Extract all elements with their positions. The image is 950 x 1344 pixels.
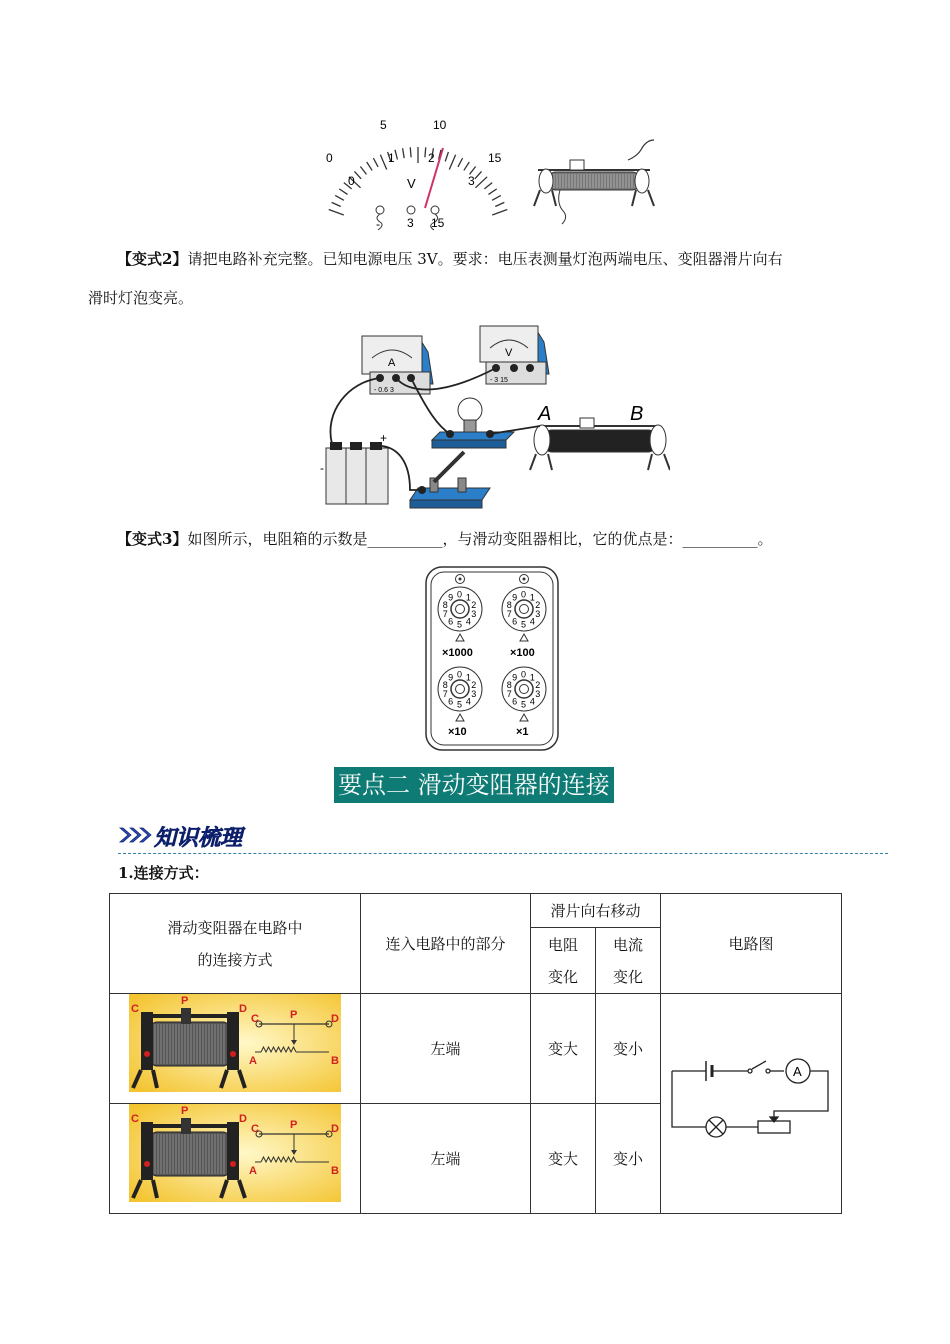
svg-text:2: 2 — [535, 679, 541, 690]
header-connection-line2: 的连接方式 — [197, 950, 273, 969]
header-connection-method — [110, 894, 361, 994]
q2-line1 — [117, 248, 783, 270]
schem-label-p: P — [290, 1119, 298, 1131]
ammeter-device — [362, 336, 433, 394]
svg-text:2: 2 — [471, 599, 477, 610]
svg-text:0: 0 — [457, 589, 463, 600]
header-resistance-change — [531, 928, 596, 994]
schem-label-c: C — [251, 1013, 259, 1025]
item1-title: 1.连接方式： — [118, 864, 209, 882]
header-resistance-line2: 变化 — [547, 967, 578, 986]
svg-text:0: 0 — [457, 669, 463, 680]
q3-line — [117, 528, 772, 550]
svg-text:0: 0 — [521, 589, 527, 600]
photo-label-p: P — [181, 1105, 189, 1117]
svg-text:6: 6 — [512, 696, 518, 707]
battery-minus: - — [320, 461, 324, 475]
voltmeter-dial-figure — [318, 112, 518, 234]
svg-text:1: 1 — [529, 672, 535, 683]
rheostat-device — [530, 403, 670, 470]
svg-text:6: 6 — [448, 616, 454, 627]
schem-label-a: A — [249, 1165, 257, 1177]
rheostat-sketch — [530, 138, 665, 226]
schem-label-b: B — [331, 1055, 339, 1067]
voltmeter-device — [480, 326, 549, 384]
photo-label-d: D — [239, 1113, 247, 1125]
table-row — [110, 994, 842, 1104]
part-cell: 左端 — [361, 994, 531, 1104]
header-current-line2: 变化 — [613, 967, 644, 986]
resistance-box — [424, 565, 560, 752]
svg-text:8: 8 — [442, 599, 448, 610]
banner-divider — [118, 853, 888, 854]
voltmeter-terminals: - 3 15 — [490, 377, 508, 384]
current-cell: 变小 — [596, 994, 661, 1104]
svg-text:4: 4 — [529, 616, 535, 627]
ammeter-label: A — [388, 357, 396, 369]
svg-text:9: 9 — [448, 672, 454, 683]
header-current-change — [596, 928, 661, 994]
svg-text:5: 5 — [521, 699, 527, 710]
svg-text:2: 2 — [535, 599, 541, 610]
header-connection-line1: 滑动变阻器在电路中 — [167, 918, 303, 937]
switch-device — [410, 452, 490, 508]
rheostat-photo-cell — [110, 994, 361, 1104]
schem-label-b: B — [331, 1165, 339, 1177]
dial-bottom-3: 3 — [468, 174, 475, 188]
svg-text:0: 0 — [521, 669, 527, 680]
schem-label-a: A — [249, 1055, 257, 1067]
svg-text:3: 3 — [471, 609, 477, 620]
terminal-3: 3 — [407, 216, 414, 230]
photo-label-d: D — [239, 1003, 247, 1015]
battery-device — [320, 431, 388, 504]
q2-text-1: 请把电路补充完整。已知电源电压 3V。要求：电压表测量灯泡两端电压、变阻器滑片向右 — [187, 250, 783, 268]
dial-unit: V — [407, 176, 416, 191]
multiplier-1000: ×1000 — [442, 647, 473, 659]
svg-text:4: 4 — [529, 696, 535, 707]
q2-line2: 滑时灯泡变亮。 — [88, 289, 194, 307]
voltmeter-label: V — [505, 347, 513, 359]
svg-text:7: 7 — [442, 609, 448, 620]
photo-label-p: P — [181, 995, 189, 1007]
header-current-line1: 电流 — [613, 935, 644, 954]
header-circuit: 电路图 — [661, 894, 842, 994]
battery-plus: + — [380, 431, 388, 445]
table-header-row-1 — [110, 894, 842, 928]
rheostat-photo — [129, 1104, 341, 1202]
svg-text:6: 6 — [448, 696, 454, 707]
circuit-schematic — [666, 1053, 836, 1143]
schem-label-d: D — [331, 1013, 339, 1025]
ammeter-terminals: - 0.6 3 — [374, 387, 394, 394]
schem-label-d: D — [331, 1123, 339, 1135]
photo-label-c: C — [131, 1003, 139, 1015]
svg-text:1: 1 — [529, 592, 535, 603]
knowledge-banner — [118, 818, 268, 852]
part-cell: 左端 — [361, 1104, 531, 1214]
multiplier-1: ×1 — [516, 726, 529, 738]
header-resistance-line1: 电阻 — [547, 935, 578, 954]
multiplier-10: ×10 — [448, 726, 467, 738]
dial-bottom-0: 0 — [348, 174, 355, 188]
rheostat-photo — [129, 994, 341, 1092]
terminal-minus: - — [376, 217, 380, 231]
dial-top-5: 5 — [380, 118, 387, 132]
schematic-ammeter-label: A — [793, 1064, 802, 1079]
svg-text:5: 5 — [521, 619, 527, 630]
svg-text:7: 7 — [506, 689, 512, 700]
q3-tag: 【变式3】 — [117, 530, 188, 548]
svg-text:5: 5 — [457, 699, 463, 710]
svg-text:9: 9 — [448, 592, 454, 603]
svg-text:4: 4 — [465, 616, 471, 627]
svg-text:5: 5 — [457, 619, 463, 630]
svg-text:2: 2 — [471, 679, 477, 690]
connection-table — [109, 893, 842, 1214]
rheostat-photo-cell — [110, 1104, 361, 1214]
svg-text:1: 1 — [465, 672, 471, 683]
svg-text:4: 4 — [465, 696, 471, 707]
rheostat-end-a: A — [538, 403, 552, 425]
dial-top-0: 0 — [326, 151, 333, 165]
svg-text:3: 3 — [535, 609, 541, 620]
resistance-cell: 变大 — [531, 994, 596, 1104]
rheostat-end-b: B — [630, 403, 644, 425]
multiplier-100: ×100 — [510, 647, 535, 659]
schem-label-p: P — [290, 1009, 298, 1021]
schem-label-c: C — [251, 1123, 259, 1135]
svg-text:3: 3 — [535, 689, 541, 700]
svg-text:8: 8 — [442, 679, 448, 690]
svg-text:7: 7 — [506, 609, 512, 620]
dial-bottom-2: 2 — [428, 151, 435, 165]
svg-text:6: 6 — [512, 616, 518, 627]
svg-text:9: 9 — [512, 672, 518, 683]
header-part: 连入电路中的部分 — [361, 894, 531, 994]
svg-text:3: 3 — [471, 689, 477, 700]
dial-top-10: 10 — [433, 118, 447, 132]
svg-text:8: 8 — [506, 599, 512, 610]
lamp-device — [432, 398, 514, 448]
banner-label: 知识梳理 — [154, 825, 243, 850]
svg-text:8: 8 — [506, 679, 512, 690]
dial-top-15: 15 — [488, 151, 502, 165]
svg-text:7: 7 — [442, 689, 448, 700]
circuit-diagram-cell — [661, 994, 842, 1214]
section-title: 要点二 滑动变阻器的连接 — [334, 767, 614, 803]
q3-text: 如图所示，电阻箱的示数是__________，与滑动变阻器相比，它的优点是：__________。 — [187, 530, 773, 548]
svg-text:9: 9 — [512, 592, 518, 603]
terminal-15: 15 — [431, 216, 445, 230]
svg-text:1: 1 — [465, 592, 471, 603]
resistance-cell: 变大 — [531, 1104, 596, 1214]
q2-tag: 【变式2】 — [117, 250, 188, 268]
header-slider-right: 滑片向右移动 — [531, 894, 661, 928]
dial-bottom-1: 1 — [388, 151, 395, 165]
current-cell: 变小 — [596, 1104, 661, 1214]
circuit-figure — [318, 322, 670, 512]
photo-label-c: C — [131, 1113, 139, 1125]
